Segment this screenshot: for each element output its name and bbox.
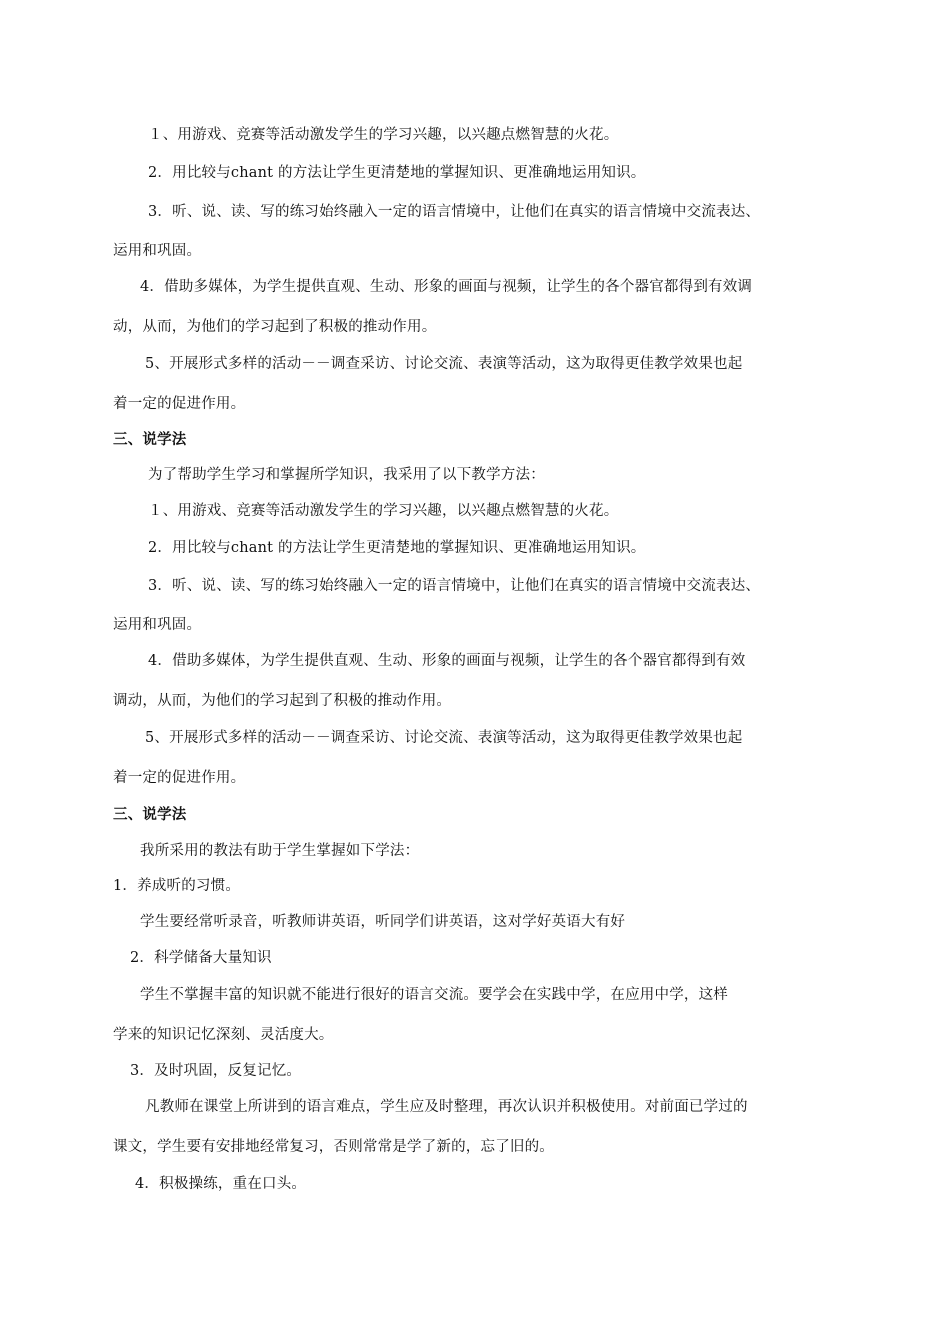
paragraph-line: 课文，学生要有安排地经常复习，否则常常是学了新的，忘了旧的。 [113, 1139, 554, 1155]
paragraph-line: １、用游戏、竞赛等活动激发学生的学习兴趣，以兴趣点燃智慧的火花。 [148, 503, 619, 519]
paragraph-line: 为了帮助学生学习和掌握所学知识，我采用了以下教学方法： [148, 467, 545, 483]
paragraph-line: 2．用比较与chant 的方法让学生更清楚地的掌握知识、更准确地运用知识。 [148, 540, 646, 556]
paragraph-line: 5、开展形式多样的活动－－调查采访、讨论交流、表演等活动，这为取得更佳教学效果也起 [145, 356, 743, 372]
paragraph-line: 4．借助多媒体，为学生提供直观、生动、形象的画面与视频，让学生的各个器官都得到有效 [148, 653, 746, 669]
paragraph-line: 5、开展形式多样的活动－－调查采访、讨论交流、表演等活动，这为取得更佳教学效果也起 [145, 730, 743, 746]
paragraph-line: 着一定的促进作用。 [113, 396, 246, 412]
paragraph-line: 3．及时巩固，反复记忆。 [130, 1063, 302, 1079]
paragraph-line: 学生要经常听录音，听教师讲英语，听同学们讲英语，这对学好英语大有好 [140, 914, 626, 930]
paragraph-line: 着一定的促进作用。 [113, 770, 246, 786]
section-heading: 三、说学法 [113, 431, 187, 448]
paragraph-line: 学来的知识记忆深刻、灵活度大。 [113, 1027, 334, 1043]
paragraph-line: 运用和巩固。 [113, 617, 202, 633]
paragraph-line: 2．用比较与chant 的方法让学生更清楚地的掌握知识、更准确地运用知识。 [148, 165, 646, 181]
paragraph-line: 3．听、说、读、写的练习始终融入一定的语言情境中，让他们在真实的语言情境中交流表达、 [148, 204, 761, 220]
paragraph-line: 调动，从而，为他们的学习起到了积极的推动作用。 [113, 693, 452, 709]
paragraph-line: 凡教师在课堂上所讲到的语言难点，学生应及时整理，再次认识并积极使用。对前面已学过的 [145, 1099, 748, 1115]
paragraph-line: 3．听、说、读、写的练习始终融入一定的语言情境中，让他们在真实的语言情境中交流表达、 [148, 578, 761, 594]
paragraph-line: １、用游戏、竞赛等活动激发学生的学习兴趣，以兴趣点燃智慧的火花。 [148, 127, 619, 143]
section-heading: 三、说学法 [113, 806, 187, 823]
paragraph-line: 运用和巩固。 [113, 243, 202, 259]
paragraph-line: 4．积极操练，重在口头。 [135, 1176, 307, 1192]
paragraph-line: 2．科学储备大量知识 [130, 950, 272, 966]
paragraph-line: 学生不掌握丰富的知识就不能进行很好的语言交流。要学会在实践中学，在应用中学，这样 [140, 987, 728, 1003]
paragraph-line: 动，从而，为他们的学习起到了积极的推动作用。 [113, 319, 437, 335]
paragraph-line: 4．借助多媒体，为学生提供直观、生动、形象的画面与视频，让学生的各个器官都得到有效调 [140, 279, 753, 295]
paragraph-line: 1．养成听的习惯。 [113, 878, 241, 894]
paragraph-line: 我所采用的教法有助于学生掌握如下学法： [140, 843, 420, 859]
